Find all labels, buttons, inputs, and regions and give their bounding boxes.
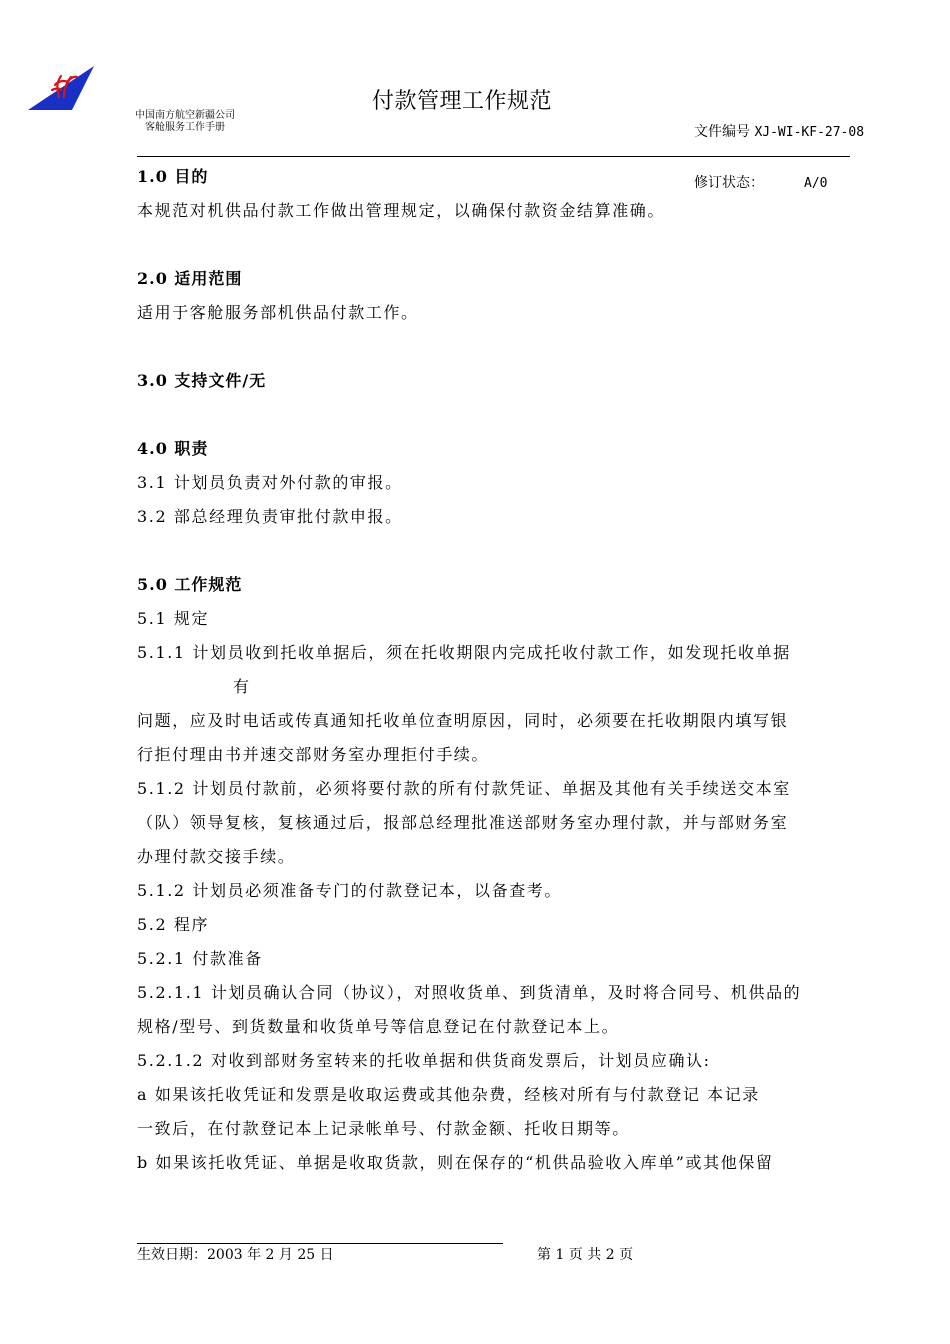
- company-name: 中国南方航空新疆公司: [135, 110, 235, 121]
- section-heading: 2.0 适用范围: [137, 269, 243, 288]
- paragraph: 5.2.1.1 计划员确认合同（协议），对照收货单、到货清单，及时将合同号、机供品的: [137, 983, 802, 1002]
- paragraph: a 如果该托收凭证和发票是收取运费或其他杂费，经核对所有与付款登记 本记录: [137, 1085, 760, 1104]
- paragraph: b 如果该托收凭证、单据是收取货款，则在保存的“机供品验收入库单”或其他保留: [137, 1153, 774, 1172]
- paragraph: 3.2 部总经理负责审批付款申报。: [137, 507, 403, 526]
- logo-blue-wing: [28, 66, 94, 110]
- doc-number-label: 文件编号: [694, 124, 750, 140]
- paragraph: 一致后，在付款登记本上记录帐单号、付款金额、托收日期等。: [137, 1119, 630, 1138]
- paragraph: 5.1.2 计划员付款前，必须将要付款的所有付款凭证、单据及其他有关手续送交本室: [137, 779, 791, 798]
- company-block: [135, 110, 235, 134]
- company-logo: [28, 66, 96, 112]
- section-heading: 1.0 目的: [137, 167, 209, 186]
- document-body: [137, 160, 850, 1180]
- doc-number: XJ-WI-KF-27-08: [754, 125, 865, 140]
- manual-name: 客舱服务工作手册: [145, 122, 225, 133]
- paragraph: 问题，应及时电话或传真通知托收单位查明原因，同时，必须要在托收期限内填写银: [137, 711, 789, 730]
- section-heading: 3.0 支持文件/无: [137, 371, 267, 390]
- document-title: 付款管理工作规范: [372, 89, 553, 114]
- doc-number-row: [694, 124, 864, 141]
- revision-value: A/0: [804, 176, 828, 191]
- section-heading: 5.0 工作规范: [137, 575, 243, 594]
- effective-date: 生效日期：2003 年 2 月 25 日: [137, 1247, 334, 1263]
- paragraph: 5.1 规定: [137, 609, 210, 628]
- paragraph: 有: [233, 677, 251, 696]
- revision-label: 修订状态：: [694, 175, 764, 191]
- paragraph: 行拒付理由书并速交部财务室办理拒付手续。: [137, 745, 490, 764]
- paragraph: 5.1.1 计划员收到托收单据后，须在托收期限内完成托收付款工作，如发现托收单据: [137, 643, 791, 662]
- header-divider: [137, 156, 850, 157]
- paragraph: 5.2.1.2 对收到部财务室转来的托收单据和供货商发票后，计划员应确认:: [137, 1051, 711, 1070]
- paragraph: （队）领导复核，复核通过后，报部总经理批准送部财务室办理付款，并与部财务室: [137, 813, 789, 832]
- paragraph: 本规范对机供品付款工作做出管理规定，以确保付款资金结算准确。: [137, 201, 666, 220]
- paragraph: 规格/型号、到货数量和收货单号等信息登记在付款登记本上。: [137, 1017, 620, 1036]
- paragraph: 适用于客舱服务部机供品付款工作。: [137, 303, 419, 322]
- paragraph: 5.2 程序: [137, 915, 210, 934]
- paragraph: 办理付款交接手续。: [137, 847, 296, 866]
- paragraph: 5.1.2 计划员必须准备专门的付款登记本，以备查考。: [137, 881, 562, 900]
- paragraph: 3.1 计划员负责对外付款的审报。: [137, 473, 403, 492]
- section-heading: 4.0 职责: [137, 439, 209, 458]
- footer-divider: [137, 1243, 503, 1244]
- paragraph: 5.2.1 付款准备: [137, 949, 263, 968]
- page-number: 第 1 页 共 2 页: [537, 1247, 634, 1263]
